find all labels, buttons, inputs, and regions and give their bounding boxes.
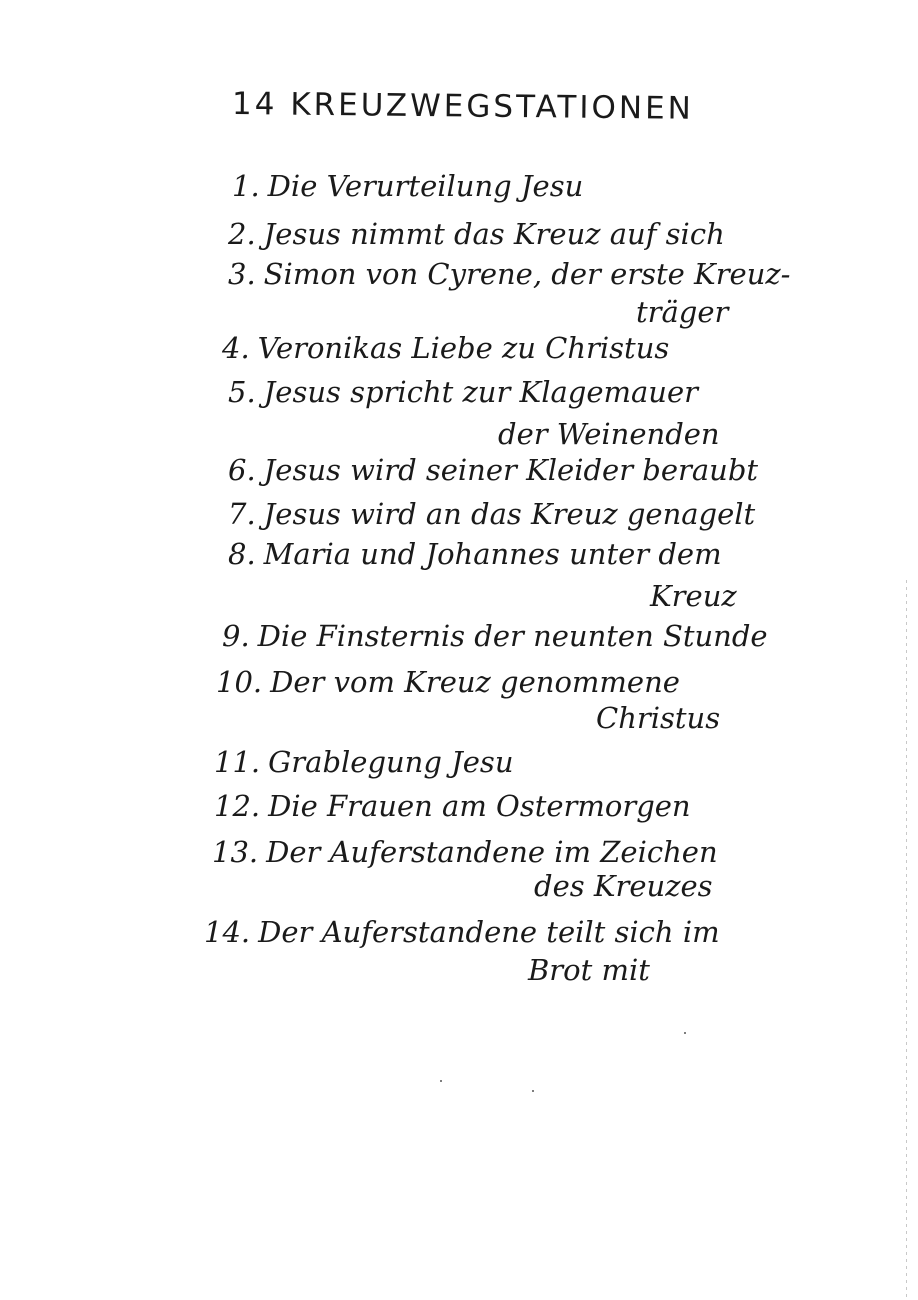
station-text: Der Auferstandene im Zeichen — [266, 835, 718, 869]
station-text: Jesus nimmt das Kreuz auf sich — [263, 217, 725, 251]
station-text: Jesus spricht zur Klagemauer — [263, 375, 698, 409]
station-line — [216, 665, 680, 699]
scan-speck — [440, 1080, 442, 1082]
station-text: Die Frauen am Ostermorgen — [268, 789, 691, 823]
station-text: Maria und Johannes unter dem — [263, 537, 722, 571]
scan-speck — [684, 1032, 686, 1034]
station-continuation: Christus — [596, 701, 721, 735]
station-number: 12. — [214, 789, 261, 823]
station-text: Der vom Kreuz genommene — [270, 665, 680, 699]
station-text: Veronikas Liebe zu Christus — [257, 331, 670, 365]
station-line — [204, 915, 720, 949]
station-number: 10. — [216, 665, 263, 699]
station-number: 2. — [228, 217, 256, 251]
station-continuation: träger — [636, 295, 729, 329]
station-line — [228, 453, 759, 487]
station-line — [228, 537, 722, 571]
station-text: Die Verurteilung Jesu — [267, 169, 584, 203]
scan-edge-line — [906, 580, 907, 1300]
station-line — [222, 619, 768, 653]
station-number: 13. — [212, 835, 259, 869]
station-text: Jesus wird an das Kreuz genagelt — [263, 497, 756, 531]
scan-speck — [532, 1090, 534, 1092]
station-number: 3. — [228, 257, 256, 291]
station-number: 1. — [232, 169, 260, 203]
station-line — [228, 497, 756, 531]
station-continuation: Kreuz — [650, 579, 737, 613]
station-line — [214, 789, 691, 823]
station-number: 11. — [214, 745, 261, 779]
station-line — [228, 217, 725, 251]
station-line — [212, 835, 718, 869]
station-continuation: des Kreuzes — [534, 869, 713, 903]
station-number: 5. — [228, 375, 256, 409]
station-line — [214, 745, 514, 779]
station-number: 4. — [222, 331, 250, 365]
station-line — [232, 169, 584, 203]
station-number: 6. — [228, 453, 256, 487]
station-text: Simon von Cyrene, der erste Kreuz- — [263, 257, 791, 291]
station-number: 9. — [222, 619, 250, 653]
station-line — [228, 375, 698, 409]
station-continuation: der Weinenden — [498, 417, 720, 451]
station-text: Die Finsternis der neunten Stunde — [257, 619, 768, 653]
station-number: 14. — [204, 915, 251, 949]
station-text: Jesus wird seiner Kleider beraubt — [263, 453, 759, 487]
station-text: Grablegung Jesu — [268, 745, 514, 779]
station-number: 7. — [228, 497, 256, 531]
page-title: 14 KREUZWEGSTATIONEN — [231, 86, 695, 127]
station-text: Der Auferstandene teilt sich im — [258, 915, 720, 949]
station-number: 8. — [228, 537, 256, 571]
station-continuation: Brot mit — [528, 953, 650, 987]
station-line — [228, 257, 791, 291]
station-line — [222, 331, 670, 365]
